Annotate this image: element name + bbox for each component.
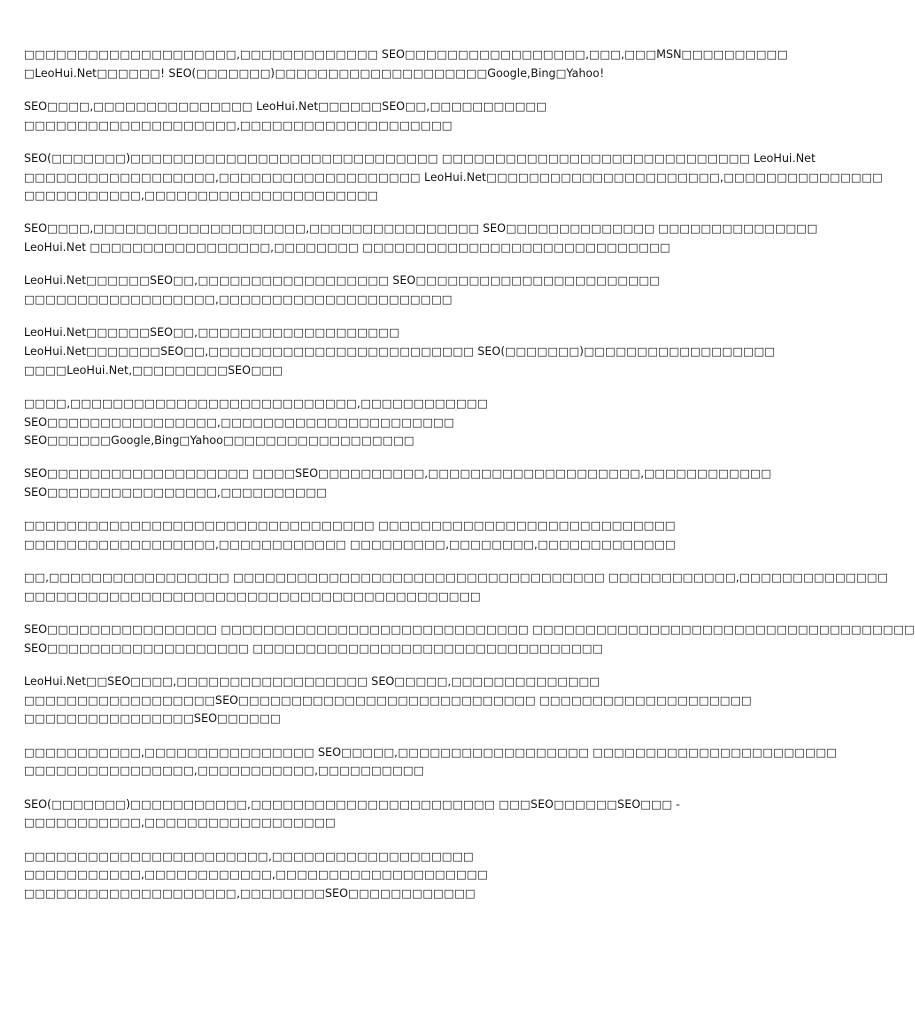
text-line: LeoHui.Net□□□□□□SEO□□,□□□□□□□□□□□□□□□□□□ SEO□□□□□□□□□□□□□□□□□□□□□□□ (24, 274, 660, 288)
text-line: LeoHui.Net □□□□□□□□□□□□□□□□□,□□□□□□□□ □□□□□□□□□□□□□□□□□□□□□□□□□□□□□ (24, 241, 671, 255)
paragraph (24, 465, 772, 502)
text-line: LeoHui.Net□□□□□□□SEO□□,□□□□□□□□□□□□□□□□□□□□□□□□□ SEO(□□□□□□□)□□□□□□□□□□□□□□□□□□ (24, 344, 775, 358)
paragraph (24, 796, 704, 833)
text-line: □□□□□□□□□□□,□□□□□□□□□□□□□□□□□□ (24, 816, 336, 830)
paragraph (24, 220, 818, 257)
paragraph (24, 621, 915, 658)
text-line: LeoHui.Net□□□□□□SEO□□,□□□□□□□□□□□□□□□□□□□ (24, 326, 400, 340)
text-line: SEO□□□□,□□□□□□□□□□□□□□□ LeoHui.Net□□□□□□SEO□□,□□□□□□□□□□□ (24, 99, 547, 113)
text-line: □□□□□□□□□□□□□□□□□□□□□□□□□□□□□□□□□□□□□□□□□□□ (24, 589, 481, 603)
text-line: LeoHui.Net□□SEO□□□□,□□□□□□□□□□□□□□□□□□ SEO□□□□□,□□□□□□□□□□□□□□ (24, 675, 600, 689)
text-line: SEO□□□□□□□□□□□□□□□□,□□□□□□□□□□ (24, 486, 327, 500)
paragraph (24, 517, 704, 554)
text-line: □□□□□□□□□□□□□□□□□□□□,□□□□□□□□□□□□□□□□□□□□ (24, 118, 453, 132)
text-line: SEO□□□□□□□□□□□□□□□□□□□ □□□□□□□□□□□□□□□□□□□□□□□□□□□□□□□□□ (24, 641, 603, 655)
text-line: □□,□□□□□□□□□□□□□□□□□ □□□□□□□□□□□□□□□□□□□□□□□□□□□□□□□□□□□ □□□□□□□□□□□□,□□□□□□□□□□□□□□ (24, 571, 889, 585)
text-line: SEO□□□□□□Google,Bing□Yahoo□□□□□□□□□□□□□□□□□□ (24, 434, 415, 448)
text-line: □□□□□□□□□□□□□□□□□□□□□□□,□□□□□□□□□□□□□□□□□□□ (24, 849, 474, 863)
paragraph (24, 848, 704, 904)
text-line: □□□□□□□□□□□□□□□□□□□□□□□□□□□□□□□□□ □□□□□□□□□□□□□□□□□□□□□□□□□□□□ (24, 519, 676, 533)
paragraph (24, 98, 704, 135)
paragraph (24, 324, 775, 380)
paragraph (24, 46, 788, 83)
text-line: □LeoHui.Net□□□□□□! SEO(□□□□□□□)□□□□□□□□□□□□□□□□□□□□Google,Bing□Yahoo! (24, 66, 605, 80)
text-line: SEO□□□□□□□□□□□□□□□□ □□□□□□□□□□□□□□□□□□□□□□□□□□□□□ □□□□□□□□□□□□□□□□□□□□□□□□□□□□□□□□□□□□ (24, 623, 915, 637)
text-line: □□□□□□□□□□□□□□□□□□□□,□□□□□□□□□□□□□ SEO□□□□□□□□□□□□□□□□□,□□□,□□□MSN□□□□□□□□□□ (24, 48, 788, 61)
paragraph (24, 744, 837, 781)
text-line: □□□□□□□□□□□□□□□□□□□□,□□□□□□□□SEO□□□□□□□□□□□□ (24, 886, 476, 900)
text-line: □□□□□□□□□□□,□□□□□□□□□□□□□□□□□□□□□□ (24, 189, 379, 203)
document-body (24, 46, 915, 918)
paragraph (24, 150, 883, 206)
text-line: □□□□LeoHui.Net,□□□□□□□□□SEO□□□ (24, 363, 283, 377)
text-line: SEO□□□□□□□□□□□□□□□□,□□□□□□□□□□□□□□□□□□□□□□ (24, 415, 455, 429)
text-line: □□□□□□□□□□□□□□□□□□SEO□□□□□□□□□□□□□□□□□□□□□□□□□□□□ □□□□□□□□□□□□□□□□□□□□ (24, 693, 752, 707)
text-line: □□□□□□□□□□□□□□□□□□,□□□□□□□□□□□□ □□□□□□□□□,□□□□□□□□,□□□□□□□□□□□□□ (24, 538, 676, 552)
paragraph (24, 272, 704, 309)
text-line: SEO□□□□,□□□□□□□□□□□□□□□□□□□□,□□□□□□□□□□□□□□□□ SEO□□□□□□□□□□□□□□ □□□□□□□□□□□□□□□ (24, 222, 818, 236)
text-line: SEO(□□□□□□□)□□□□□□□□□□□,□□□□□□□□□□□□□□□□□□□□□□□ □□□SEO□□□□□□SEO□□□ - (24, 797, 680, 811)
text-line: □□□□□□□□□□□□□□□□SEO□□□□□□ (24, 712, 281, 726)
paragraph (24, 569, 889, 606)
paragraph (24, 395, 704, 451)
text-line: SEO(□□□□□□□)□□□□□□□□□□□□□□□□□□□□□□□□□□□□□ □□□□□□□□□□□□□□□□□□□□□□□□□□□□□ LeoHui.Net (24, 151, 816, 165)
text-line: □□□□□□□□□□□□□□□□,□□□□□□□□□□□,□□□□□□□□□□ (24, 764, 425, 778)
text-line: □□□□□□□□□□□□□□□□□□,□□□□□□□□□□□□□□□□□□□□□□ (24, 293, 453, 307)
paragraph (24, 673, 752, 729)
text-line: □□□□□□□□□□□,□□□□□□□□□□□□□□□□ SEO□□□□□,□□□□□□□□□□□□□□□□□□ □□□□□□□□□□□□□□□□□□□□□□□ (24, 745, 837, 759)
text-line: □□□□□□□□□□□□□□□□□□,□□□□□□□□□□□□□□□□□□□ LeoHui.Net□□□□□□□□□□□□□□□□□□□□□□,□□□□□□□□□□□□□□□ (24, 170, 883, 184)
text-line: □□□□□□□□□□□,□□□□□□□□□□□□,□□□□□□□□□□□□□□□□□□□□ (24, 868, 488, 882)
text-line: SEO□□□□□□□□□□□□□□□□□□□ □□□□SEO□□□□□□□□□□,□□□□□□□□□□□□□□□□□□□□,□□□□□□□□□□□□ (24, 467, 772, 481)
text-line: □□□□,□□□□□□□□□□□□□□□□□□□□□□□□□□□,□□□□□□□□□□□□ (24, 396, 488, 410)
